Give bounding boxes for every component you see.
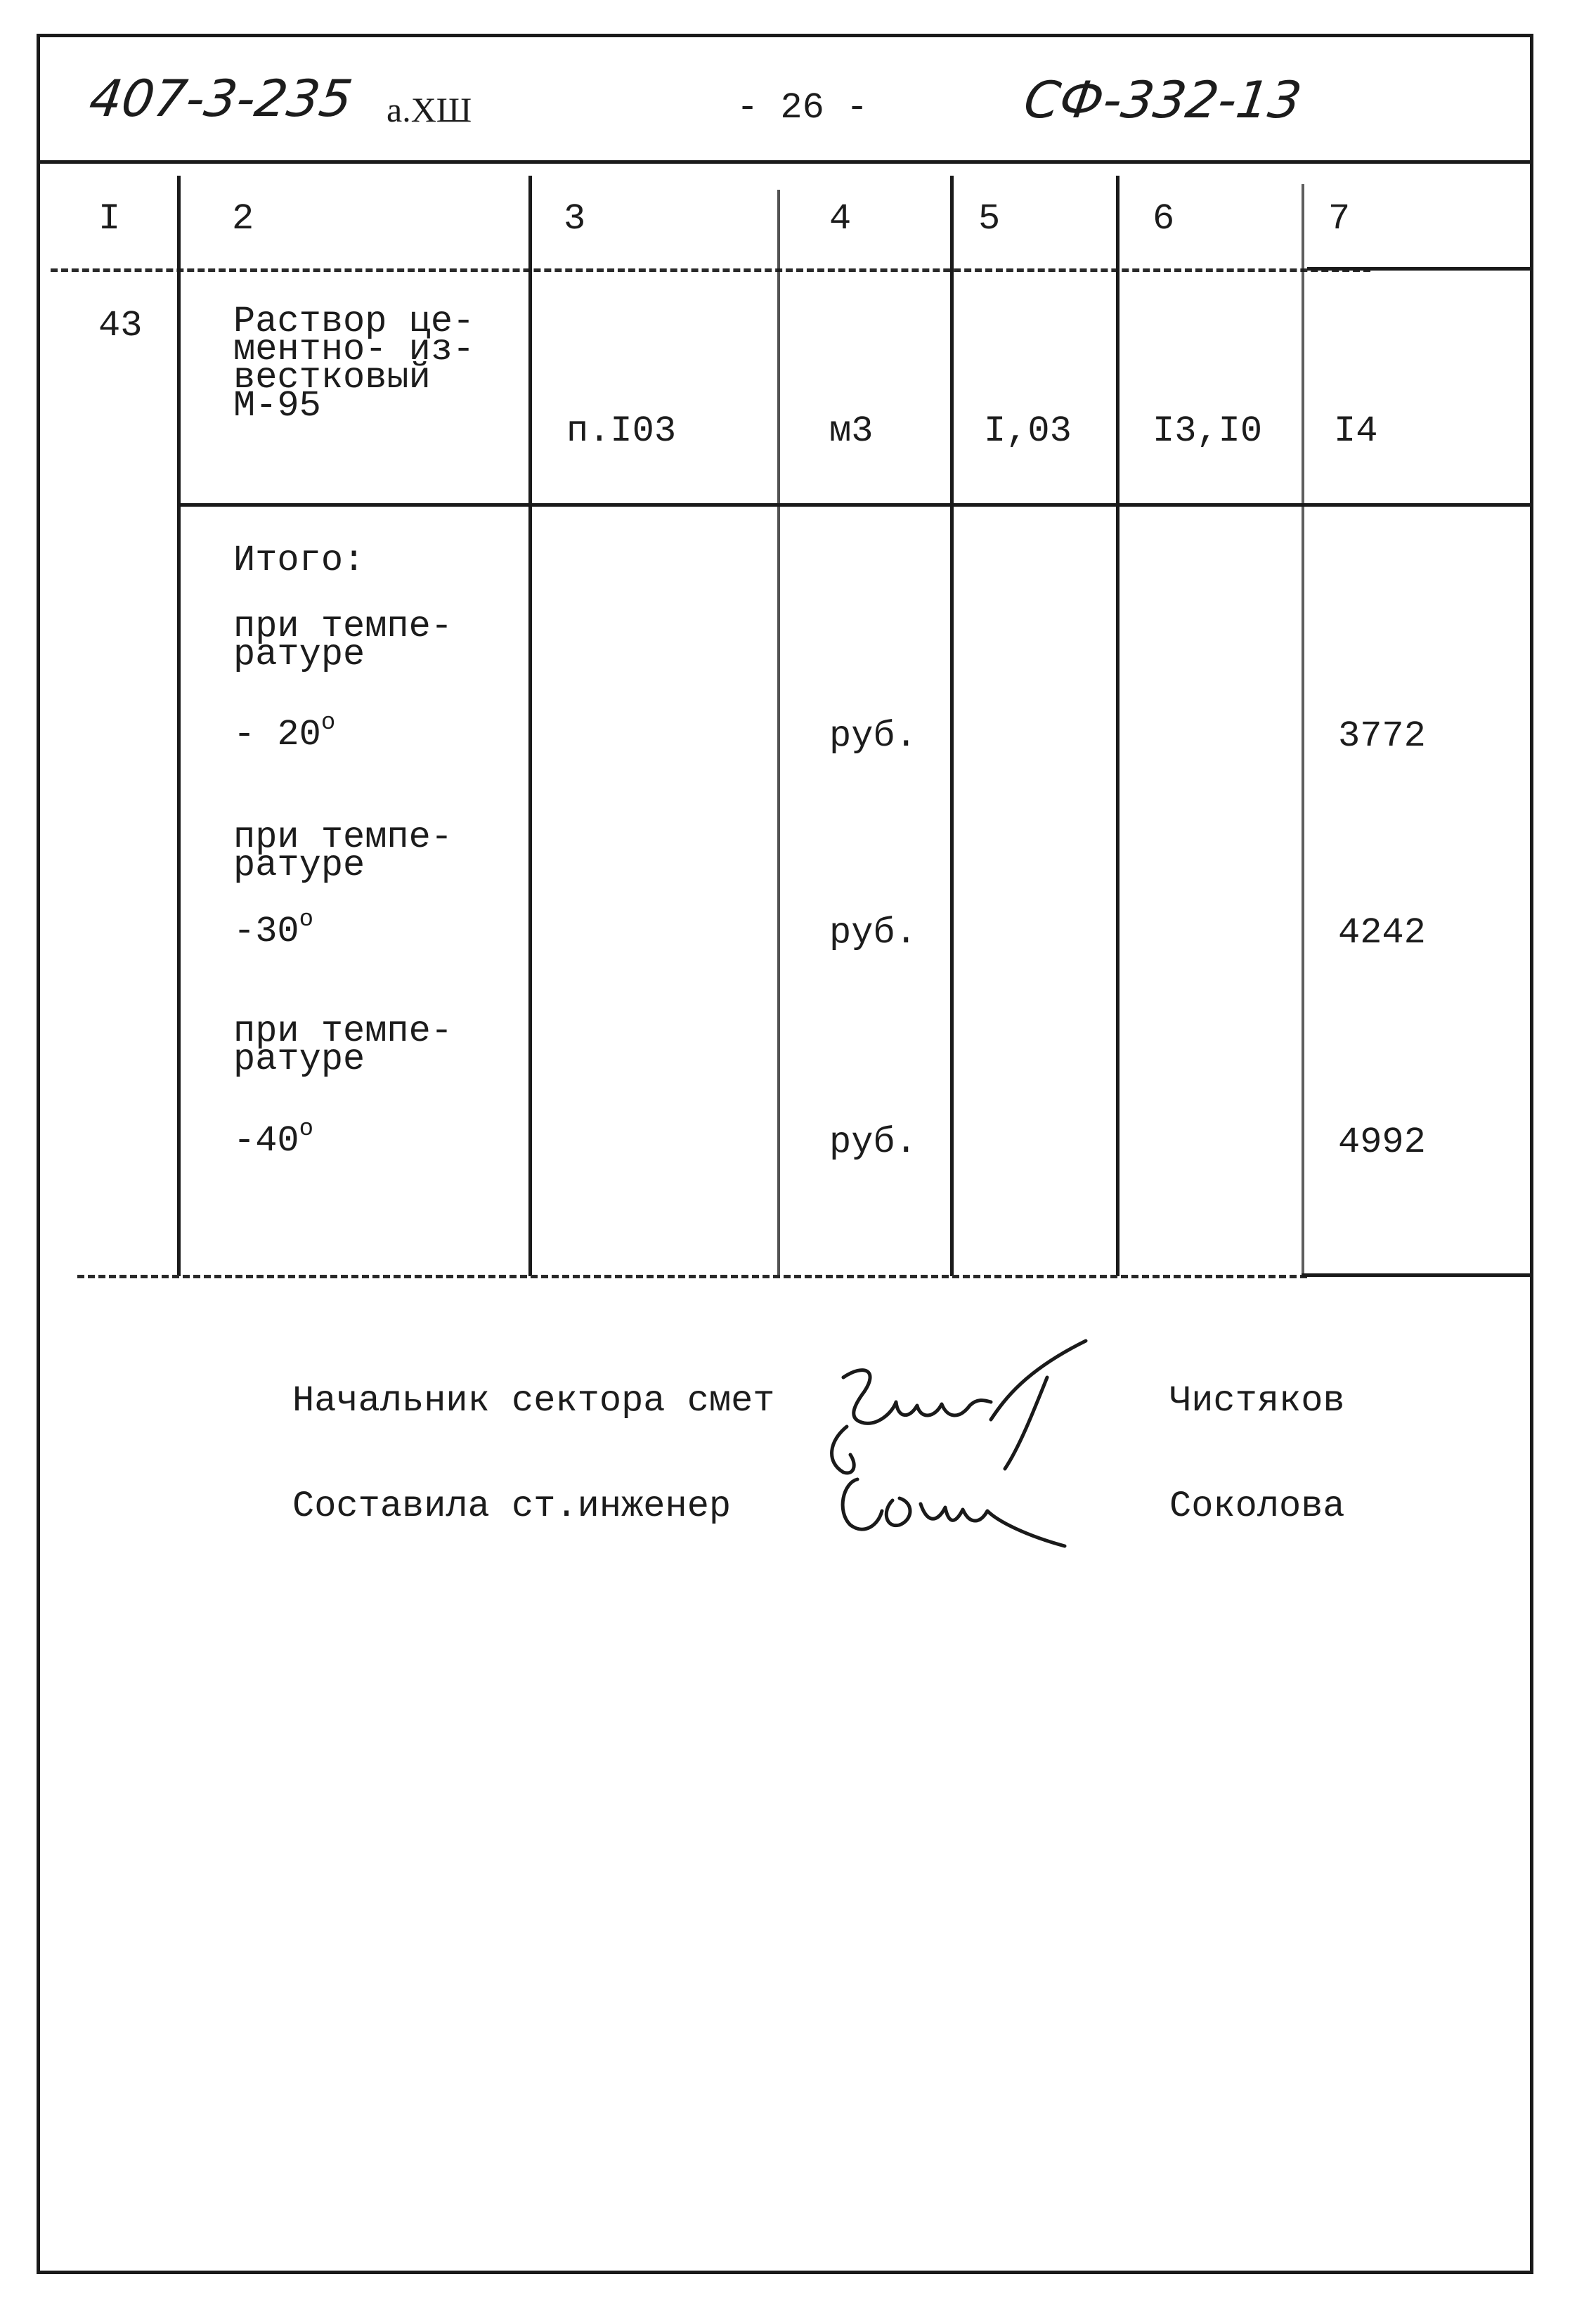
doc-code: СФ-332-13 <box>1020 70 1306 129</box>
signature-role-2: Составила ст.инженер <box>292 1486 732 1527</box>
row-unit: м3 <box>829 410 874 452</box>
row-number: 43 <box>98 305 143 346</box>
totals-temp-1 <box>233 710 336 756</box>
col-header-1: I <box>98 198 121 240</box>
album-number: а.XШ <box>387 90 472 129</box>
totals-temp-2 <box>233 907 314 953</box>
row-divider <box>180 503 1533 507</box>
handwritten-signatures <box>815 1335 1153 1602</box>
degree-sign: o <box>299 907 314 933</box>
header-rule <box>37 160 1533 164</box>
row-unit-price: I3,I0 <box>1153 410 1263 452</box>
signature-name-1: Чистяков <box>1169 1380 1345 1422</box>
totals-unit-1: руб. <box>829 715 917 757</box>
row-quantity: I,03 <box>984 410 1072 452</box>
row-total: I4 <box>1334 410 1378 452</box>
totals-unit-2: руб. <box>829 912 917 954</box>
col-header-2: 2 <box>232 198 254 240</box>
col-header-5: 5 <box>978 198 1001 240</box>
degree-sign: o <box>299 1116 314 1143</box>
col-header-6: 6 <box>1153 198 1175 240</box>
col-rule-2 <box>528 176 532 1276</box>
temp-value: -40 <box>233 1120 299 1162</box>
totals-value-2: 4242 <box>1338 912 1426 954</box>
column-header-rule <box>51 268 1370 272</box>
degree-sign: o <box>320 710 336 736</box>
totals-heading: Итого: <box>233 540 365 581</box>
col-rule-4 <box>950 176 954 1276</box>
table-bottom-rule <box>77 1275 1307 1278</box>
table-bottom-rule-solid <box>1302 1273 1533 1277</box>
page-number: - 26 - <box>736 87 869 129</box>
totals-label-1: при темпе- ратуре <box>233 606 453 675</box>
row-reference: п.I03 <box>566 410 677 452</box>
col-rule-3 <box>777 190 780 1276</box>
col-rule-1 <box>177 176 181 1276</box>
column-header-rule-solid <box>1307 267 1533 271</box>
row-item-name: Раствор це- ментно- из- вестковый М-95 <box>233 301 475 427</box>
doc-number: 407-3-235 <box>86 69 356 128</box>
signature-role-1: Начальник сектора смет <box>292 1380 775 1422</box>
totals-label-3: при темпе- ратуре <box>233 1011 453 1080</box>
col-rule-6 <box>1302 184 1304 1276</box>
totals-temp-3 <box>233 1116 314 1162</box>
col-header-3: 3 <box>564 198 586 240</box>
col-header-7: 7 <box>1328 198 1351 240</box>
col-rule-5 <box>1116 176 1120 1276</box>
totals-value-1: 3772 <box>1338 715 1426 757</box>
totals-value-3: 4992 <box>1338 1122 1426 1163</box>
totals-unit-3: руб. <box>829 1122 917 1163</box>
signature-name-2: Соколова <box>1169 1486 1345 1527</box>
temp-value: - 20 <box>233 714 321 755</box>
totals-label-2: при темпе- ратуре <box>233 817 453 886</box>
col-header-4: 4 <box>829 198 852 240</box>
temp-value: -30 <box>233 911 299 952</box>
